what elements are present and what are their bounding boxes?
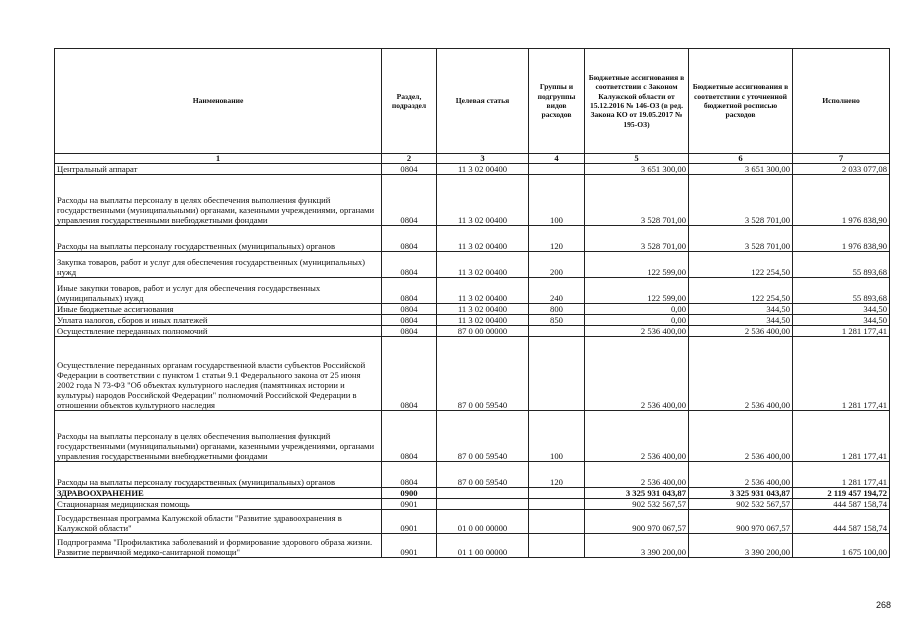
- row-target: 01 0 00 00000: [437, 510, 529, 534]
- table-row: [55, 278, 890, 304]
- row-section: 0901: [382, 510, 437, 534]
- row-section: 0804: [382, 304, 437, 315]
- row-name: Подпрограмма "Профилактика заболеваний и формирование здорового образа жизни. Развитие первичной медико-санитарной помощи": [55, 534, 382, 558]
- row-law: 900 970 067,57: [585, 510, 689, 534]
- row-target: 11 3 02 00400: [437, 164, 529, 175]
- row-section: 0804: [382, 164, 437, 175]
- row-refined: 2 536 400,00: [689, 462, 793, 488]
- row-group: 100: [529, 411, 585, 462]
- row-refined: 3 325 931 043,87: [689, 488, 793, 499]
- table-row: [55, 226, 890, 252]
- row-law: 3 651 300,00: [585, 164, 689, 175]
- header-row: [55, 49, 890, 154]
- row-group: [529, 337, 585, 411]
- row-refined: 122 254,50: [689, 278, 793, 304]
- header-budget-law: Бюджетные ассигнования в соответствии с Законом Калужской области от 15.12.2016 № 146-ОЗ (в ред. Закона КО от 19.05.2017 № 195-ОЗ): [585, 49, 689, 154]
- row-refined: 902 532 567,57: [689, 499, 793, 510]
- row-executed: 444 587 158,74: [793, 499, 890, 510]
- row-name: Иные бюджетные ассигнования: [55, 304, 382, 315]
- row-group: 800: [529, 304, 585, 315]
- row-name: Иные закупки товаров, работ и услуг для обеспечения государственных (муниципальных) нужд: [55, 278, 382, 304]
- table-row: [55, 315, 890, 326]
- row-name: ЗДРАВООХРАНЕНИЕ: [55, 488, 382, 499]
- row-group: 240: [529, 278, 585, 304]
- row-refined: 2 536 400,00: [689, 326, 793, 337]
- header-groups: Группы и подгруппы видов расходов: [529, 49, 585, 154]
- row-law: 3 325 931 043,87: [585, 488, 689, 499]
- row-executed: 2 033 077,08: [793, 164, 890, 175]
- row-name: Стационарная медицинская помощь: [55, 499, 382, 510]
- row-target: 11 3 02 00400: [437, 278, 529, 304]
- row-target: 87 0 00 59540: [437, 337, 529, 411]
- column-number: 6: [689, 154, 793, 164]
- table-row: [55, 499, 890, 510]
- header-budget-refined: Бюджетные ассигнования в соответствии с уточненной бюджетной росписью расходов: [689, 49, 793, 154]
- row-law: 2 536 400,00: [585, 462, 689, 488]
- column-number: 7: [793, 154, 890, 164]
- header-section: Раздел, подраздел: [382, 49, 437, 154]
- table-row: [55, 326, 890, 337]
- row-target: 11 3 02 00400: [437, 175, 529, 226]
- row-name: Расходы на выплаты персоналу государственных (муниципальных) органов: [55, 226, 382, 252]
- column-number-row: [55, 154, 890, 164]
- row-law: 2 536 400,00: [585, 326, 689, 337]
- row-target: [437, 499, 529, 510]
- page-number: 268: [875, 600, 891, 610]
- row-group: [529, 534, 585, 558]
- row-target: 11 3 02 00400: [437, 304, 529, 315]
- row-refined: 2 536 400,00: [689, 411, 793, 462]
- row-group: [529, 326, 585, 337]
- row-name: Расходы на выплаты персоналу государственных (муниципальных) органов: [55, 462, 382, 488]
- row-section: 0804: [382, 326, 437, 337]
- table-row: [55, 164, 890, 175]
- row-executed: 444 587 158,74: [793, 510, 890, 534]
- row-executed: 55 893,68: [793, 252, 890, 278]
- row-refined: 900 970 067,57: [689, 510, 793, 534]
- row-group: 120: [529, 226, 585, 252]
- budget-table: [54, 48, 890, 558]
- row-refined: 3 528 701,00: [689, 226, 793, 252]
- row-refined: 344,50: [689, 315, 793, 326]
- row-name: Уплата налогов, сборов и иных платежей: [55, 315, 382, 326]
- row-section: 0804: [382, 411, 437, 462]
- row-refined: 3 651 300,00: [689, 164, 793, 175]
- row-law: 3 528 701,00: [585, 175, 689, 226]
- row-refined: 344,50: [689, 304, 793, 315]
- column-number: 3: [437, 154, 529, 164]
- row-group: 850: [529, 315, 585, 326]
- row-group: 120: [529, 462, 585, 488]
- row-executed: 344,50: [793, 315, 890, 326]
- table-row: [55, 252, 890, 278]
- row-law: 3 528 701,00: [585, 226, 689, 252]
- row-executed: 344,50: [793, 304, 890, 315]
- row-name: Центральный аппарат: [55, 164, 382, 175]
- row-target: 11 3 02 00400: [437, 252, 529, 278]
- row-name: Государственная программа Калужской области "Развитие здравоохранения в Калужской области": [55, 510, 382, 534]
- table-row: [55, 337, 890, 411]
- table-row: [55, 411, 890, 462]
- row-law: 2 536 400,00: [585, 337, 689, 411]
- row-law: 0,00: [585, 304, 689, 315]
- row-name: Закупка товаров, работ и услуг для обеспечения государственных (муниципальных) нужд: [55, 252, 382, 278]
- header-target: Целевая статья: [437, 49, 529, 154]
- row-name: Расходы на выплаты персоналу в целях обеспечения выполнения функций государственными (муниципальными) органами, казенными учреждениями, органами управления государственными внебюджетными фондами: [55, 175, 382, 226]
- row-target: [437, 488, 529, 499]
- row-target: 87 0 00 59540: [437, 462, 529, 488]
- column-number: 2: [382, 154, 437, 164]
- row-section: 0804: [382, 252, 437, 278]
- row-section: 0901: [382, 534, 437, 558]
- row-section: 0804: [382, 462, 437, 488]
- row-name: Осуществление переданных полномочий: [55, 326, 382, 337]
- header-executed: Исполнено: [793, 49, 890, 154]
- table-row: [55, 510, 890, 534]
- row-executed: 1 281 177,41: [793, 411, 890, 462]
- row-executed: 2 119 457 194,72: [793, 488, 890, 499]
- row-group: [529, 510, 585, 534]
- row-law: 122 599,00: [585, 278, 689, 304]
- row-executed: 1 675 100,00: [793, 534, 890, 558]
- row-group: [529, 499, 585, 510]
- row-group: [529, 488, 585, 499]
- row-refined: 3 528 701,00: [689, 175, 793, 226]
- column-number: 1: [55, 154, 382, 164]
- row-group: 100: [529, 175, 585, 226]
- header-name: Наименование: [55, 49, 382, 154]
- row-section: 0804: [382, 278, 437, 304]
- column-number: 5: [585, 154, 689, 164]
- row-refined: 122 254,50: [689, 252, 793, 278]
- row-group: 200: [529, 252, 585, 278]
- row-refined: 2 536 400,00: [689, 337, 793, 411]
- table-row: [55, 534, 890, 558]
- table-row: [55, 304, 890, 315]
- table-row: [55, 175, 890, 226]
- table-row: [55, 462, 890, 488]
- row-section: 0804: [382, 175, 437, 226]
- row-law: 2 536 400,00: [585, 411, 689, 462]
- row-target: 87 0 00 00000: [437, 326, 529, 337]
- row-executed: 1 281 177,41: [793, 337, 890, 411]
- row-executed: 1 281 177,41: [793, 326, 890, 337]
- row-refined: 3 390 200,00: [689, 534, 793, 558]
- table-row: [55, 488, 890, 499]
- row-law: 3 390 200,00: [585, 534, 689, 558]
- row-section: 0804: [382, 315, 437, 326]
- row-target: 01 1 00 00000: [437, 534, 529, 558]
- row-law: 0,00: [585, 315, 689, 326]
- row-section: 0900: [382, 488, 437, 499]
- column-number: 4: [529, 154, 585, 164]
- row-name: Осуществление переданных органам государственной власти субъектов Российской Федерации в соответствии с пунктом 1 статьи 9.1 Федерального закона от 25 июня 2002 года N 73-ФЗ "Об объектах культурного наследия (памятниках истории и культуры) народов Российской Федерации" полномочий Российской Федерации в отношении объектов культурного наследия: [55, 337, 382, 411]
- row-law: 122 599,00: [585, 252, 689, 278]
- row-law: 902 532 567,57: [585, 499, 689, 510]
- row-target: 87 0 00 59540: [437, 411, 529, 462]
- row-section: 0804: [382, 337, 437, 411]
- row-section: 0804: [382, 226, 437, 252]
- row-target: 11 3 02 00400: [437, 315, 529, 326]
- row-executed: 1 281 177,41: [793, 462, 890, 488]
- row-executed: 1 976 838,90: [793, 226, 890, 252]
- row-executed: 55 893,68: [793, 278, 890, 304]
- row-section: 0901: [382, 499, 437, 510]
- row-name: Расходы на выплаты персоналу в целях обеспечения выполнения функций государственными (муниципальными) органами, казенными учреждениями, органами управления государственными внебюджетными фондами: [55, 411, 382, 462]
- row-group: [529, 164, 585, 175]
- row-target: 11 3 02 00400: [437, 226, 529, 252]
- row-executed: 1 976 838,90: [793, 175, 890, 226]
